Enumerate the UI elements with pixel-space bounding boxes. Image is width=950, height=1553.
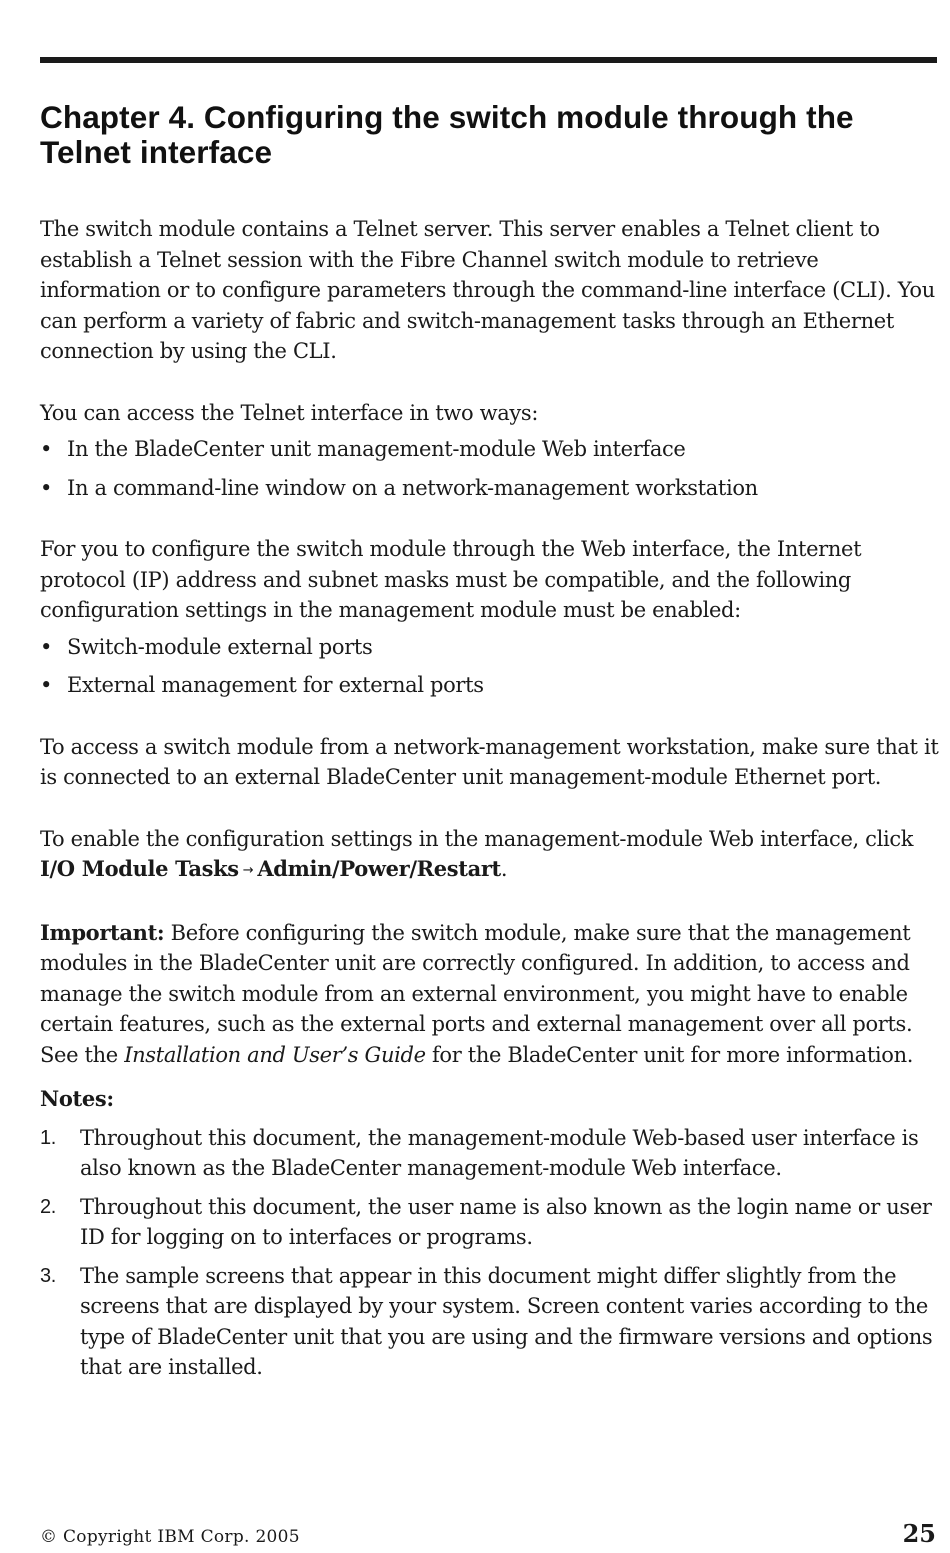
note-number: 3.: [40, 1264, 56, 1287]
bullet-icon: •: [40, 634, 53, 659]
page-body: [40, 100, 940, 1391]
menu-path-admin-power-restart: Admin/Power/Restart: [257, 856, 501, 881]
copyright-notice: © Copyright IBM Corp. 2005: [40, 1527, 300, 1547]
book-title: Installation and User’s Guide: [124, 1042, 426, 1067]
config-lead: For you to configure the switch module through the Web interface, the Internet protocol (IP) address and subnet masks must be compatible, and the following configuration settings in the management module must be enabled:: [40, 537, 862, 622]
menu-path-io-module-tasks: I/O Module Tasks: [40, 856, 239, 881]
arrow-right-icon: →: [242, 863, 254, 878]
bullet-icon: •: [40, 437, 53, 461]
important-label: Important:: [40, 919, 165, 945]
list-item: 1. Throughout this document, the management-module Web-based user interface is also known as the BladeCenter management-module Web interface.: [40, 1123, 940, 1184]
important-paragraph: Important: Before configuring the switch module, make sure that the management modules in the BladeCenter unit are correctly configured. In addition, to access and manage the switch module from an external environment, you might have to enable certain features, such as the external ports and external management over all ports. See the Installation and User’s Guide for the BladeCenter unit for more information.: [40, 919, 914, 1067]
page-number: 25: [902, 1519, 936, 1548]
list-item: 2. Throughout this document, the user name is also known as the login name or user ID for logging on to interfaces or programs.: [40, 1192, 940, 1253]
notes-heading: Notes:: [40, 1086, 114, 1111]
list-item: • Switch-module external ports: [40, 632, 940, 663]
access-list: [40, 434, 940, 503]
config-list: [40, 632, 940, 701]
chapter-title: Chapter 4. Configuring the switch module through the Telnet interface: [40, 99, 854, 170]
note-number: 2.: [40, 1195, 56, 1218]
bullet-icon: •: [40, 673, 53, 697]
enable-paragraph: To enable the configuration settings in the management-module Web interface, click I/O Module Tasks → Admin/Power/Restart.: [40, 826, 914, 881]
bullet-icon: •: [40, 475, 53, 500]
intro-paragraph: The switch module contains a Telnet server. This server enables a Telnet client to establish a Telnet session with the Fibre Channel switch module to retrieve information or to configure parameters through the command-line interface (CLI). You can perform a variety of fabric and switch-management tasks through an Ethernet connection by using the CLI.: [40, 217, 935, 363]
list-item: 3. The sample screens that appear in this document might differ slightly from the screens that are displayed by your system. Screen content varies according to the type of BladeCenter unit that you are using and the firmware versions and options that are installed.: [40, 1261, 940, 1383]
note-number: 1.: [40, 1126, 56, 1149]
list-item: • In a command-line window on a network-management workstation: [40, 473, 940, 504]
workstation-paragraph: To access a switch module from a network-management workstation, make sure that it is connected to an external BladeCenter unit management-module Ethernet port.: [40, 734, 939, 789]
list-item: • In the BladeCenter unit management-module Web interface: [40, 434, 940, 465]
list-item: • External management for external ports: [40, 670, 940, 701]
notes-list: [40, 1123, 940, 1383]
top-rule: [40, 57, 937, 63]
access-lead: You can access the Telnet interface in two ways:: [40, 400, 539, 425]
